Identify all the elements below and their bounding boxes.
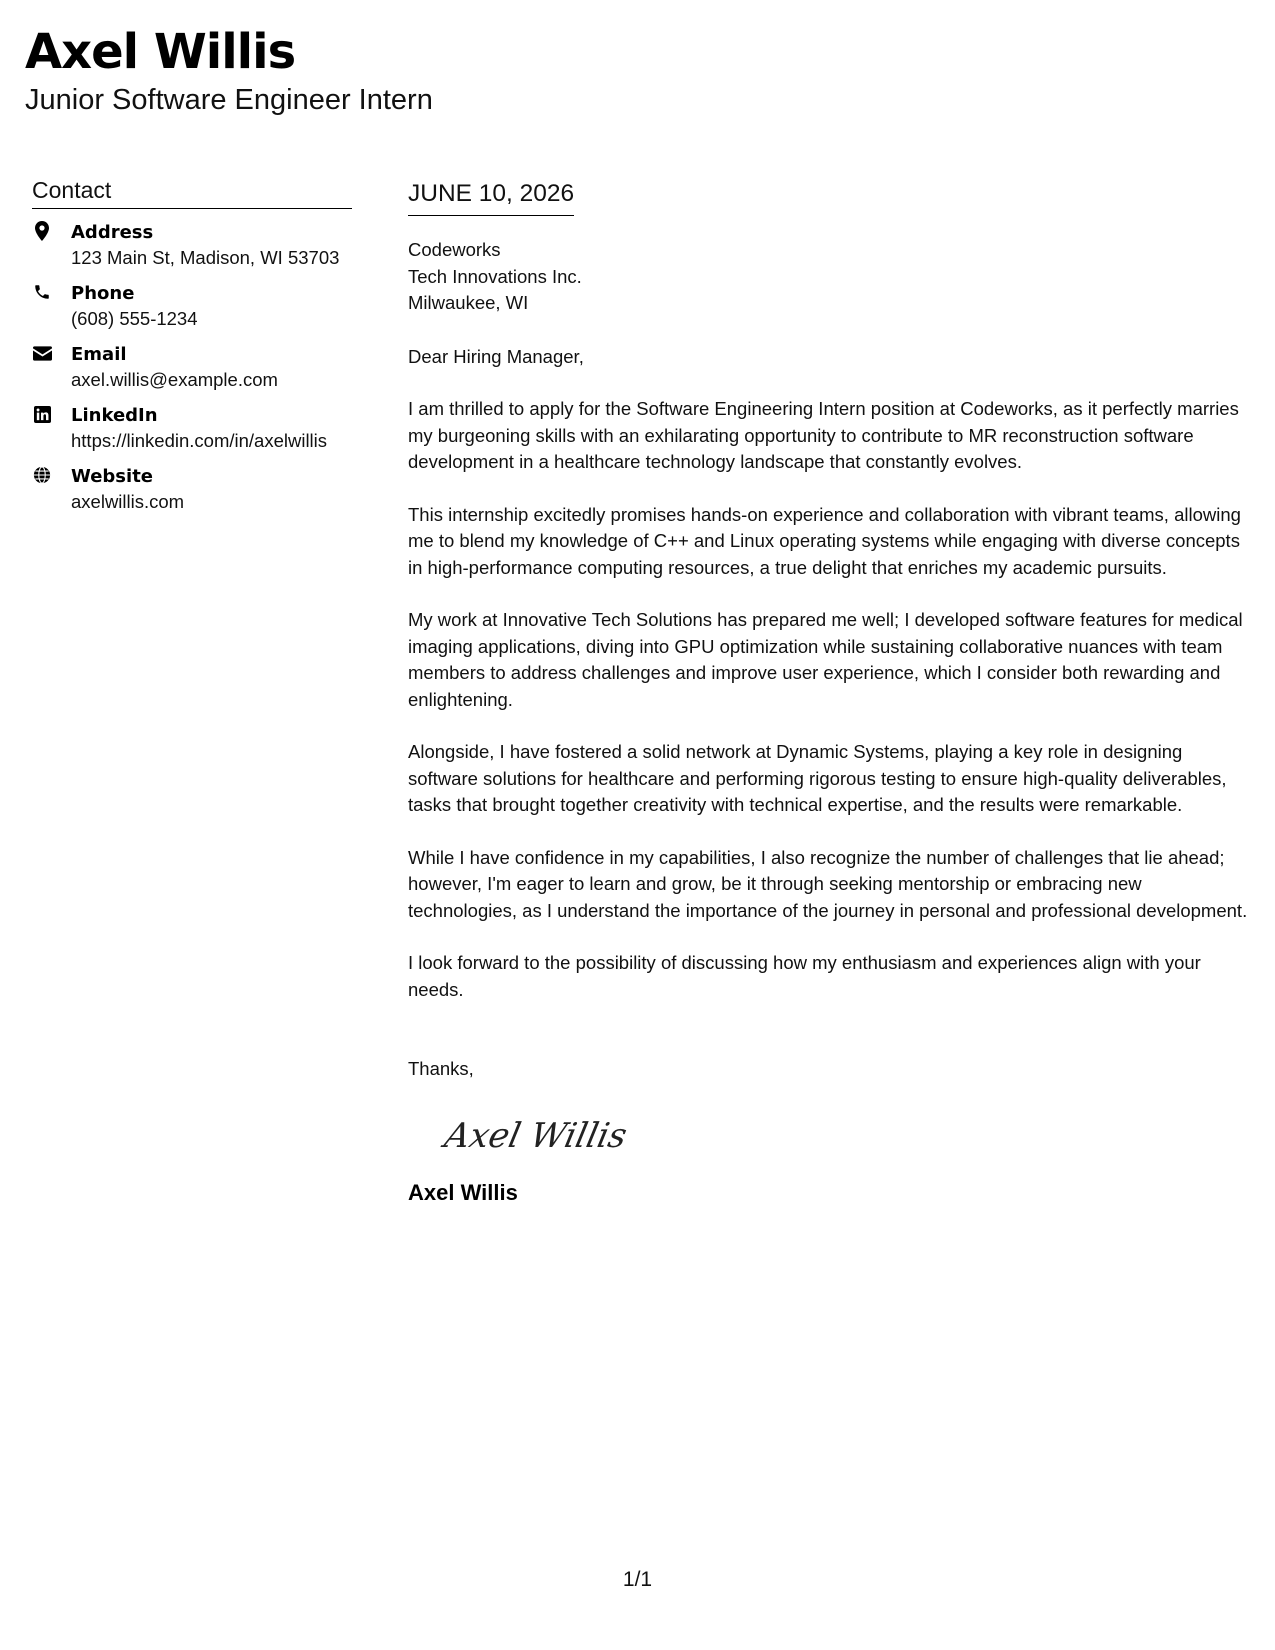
contact-value[interactable]: axelwillis.com: [71, 491, 185, 512]
contact-label: LinkedIn: [71, 405, 158, 426]
recipient-line: Tech Innovations Inc.: [408, 265, 582, 287]
letter-paragraph: My work at Innovative Tech Solutions has prepared me well; I developed software features for medical imaging applications, diving into GPU optimization while sustaining collaborative nuances with team members to address challenges and improve user experience, which I consider both rewarding and enlightening.: [408, 609, 1243, 710]
linkedin-icon: [32, 404, 52, 424]
closing: Thanks,: [408, 1058, 474, 1079]
contact-label: Website: [71, 466, 154, 487]
map-pin-icon: [32, 221, 52, 241]
letter-date: JUNE 10, 2026: [408, 178, 574, 216]
candidate-name: Axel Willis: [25, 24, 296, 80]
phone-icon: [32, 282, 52, 302]
contact-value: 123 Main St, Madison, WI 53703: [71, 247, 340, 268]
contact-linkedin: [32, 403, 352, 453]
contact-label: Email: [71, 344, 127, 365]
letter-paragraph: I look forward to the possibility of discussing how my enthusiasm and experiences align with your needs.: [408, 952, 1201, 1000]
greeting: Dear Hiring Manager,: [408, 345, 584, 367]
contact-value: (608) 555-1234: [71, 308, 198, 329]
letter-paragraph: While I have confidence in my capabilities, I also recognize the number of challenges that lie ahead; however, I'm eager to learn and grow, be it through seeking mentorship or embracing new technologies, as I understand the importance of the journey in personal and professional development.: [408, 846, 1248, 921]
signature-graphic: [440, 1105, 640, 1165]
contact-phone: [32, 281, 352, 331]
page-number: 1/1: [622, 1568, 653, 1591]
contact-value[interactable]: https://linkedin.com/in/axelwillis: [71, 430, 328, 451]
envelope-icon: [32, 343, 52, 363]
contact-email: [32, 342, 352, 392]
contact-sidebar: [32, 175, 352, 514]
job-title: Junior Software Engineer Intern: [25, 84, 433, 116]
handwritten-signature: [440, 1105, 1250, 1165]
globe-icon: [32, 465, 52, 485]
contact-heading: Contact: [32, 175, 352, 209]
signature-text: Axel Willis: [441, 1115, 631, 1156]
contact-address: [32, 220, 352, 270]
contact-value[interactable]: axel.willis@example.com: [71, 369, 278, 390]
letter-paragraph: This internship excitedly promises hands-on experience and collaboration with vibrant teams, allowing me to blend my knowledge of C++ and Linux operating systems while engaging with diverse concepts in high-performance computing resources, a true delight that enriches my academic pursuits.: [408, 503, 1241, 578]
letter-body: [408, 178, 1250, 1208]
signed-name: Axel Willis: [408, 1179, 518, 1205]
recipient-line: Codeworks: [408, 239, 501, 260]
contact-label: Phone: [71, 283, 135, 304]
contact-label: Address: [71, 222, 154, 243]
letter-paragraph: I am thrilled to apply for the Software Engineering Intern position at Codeworks, as it perfectly marries my burgeoning skills with an exhilarating opportunity to contribute to MR reconstruction software development in a healthcare technology landscape that constantly evolves.: [408, 398, 1239, 472]
letter-paragraph: Alongside, I have fostered a solid network at Dynamic Systems, playing a key role in designing software solutions for healthcare and performing rigorous testing to ensure high-quality deliverables, tasks that brought together creativity with technical expertise, and the results were remarkable.: [408, 741, 1227, 815]
recipient-block: [408, 237, 1250, 317]
recipient-line: Milwaukee, WI: [408, 292, 529, 313]
contact-website: [32, 464, 352, 514]
